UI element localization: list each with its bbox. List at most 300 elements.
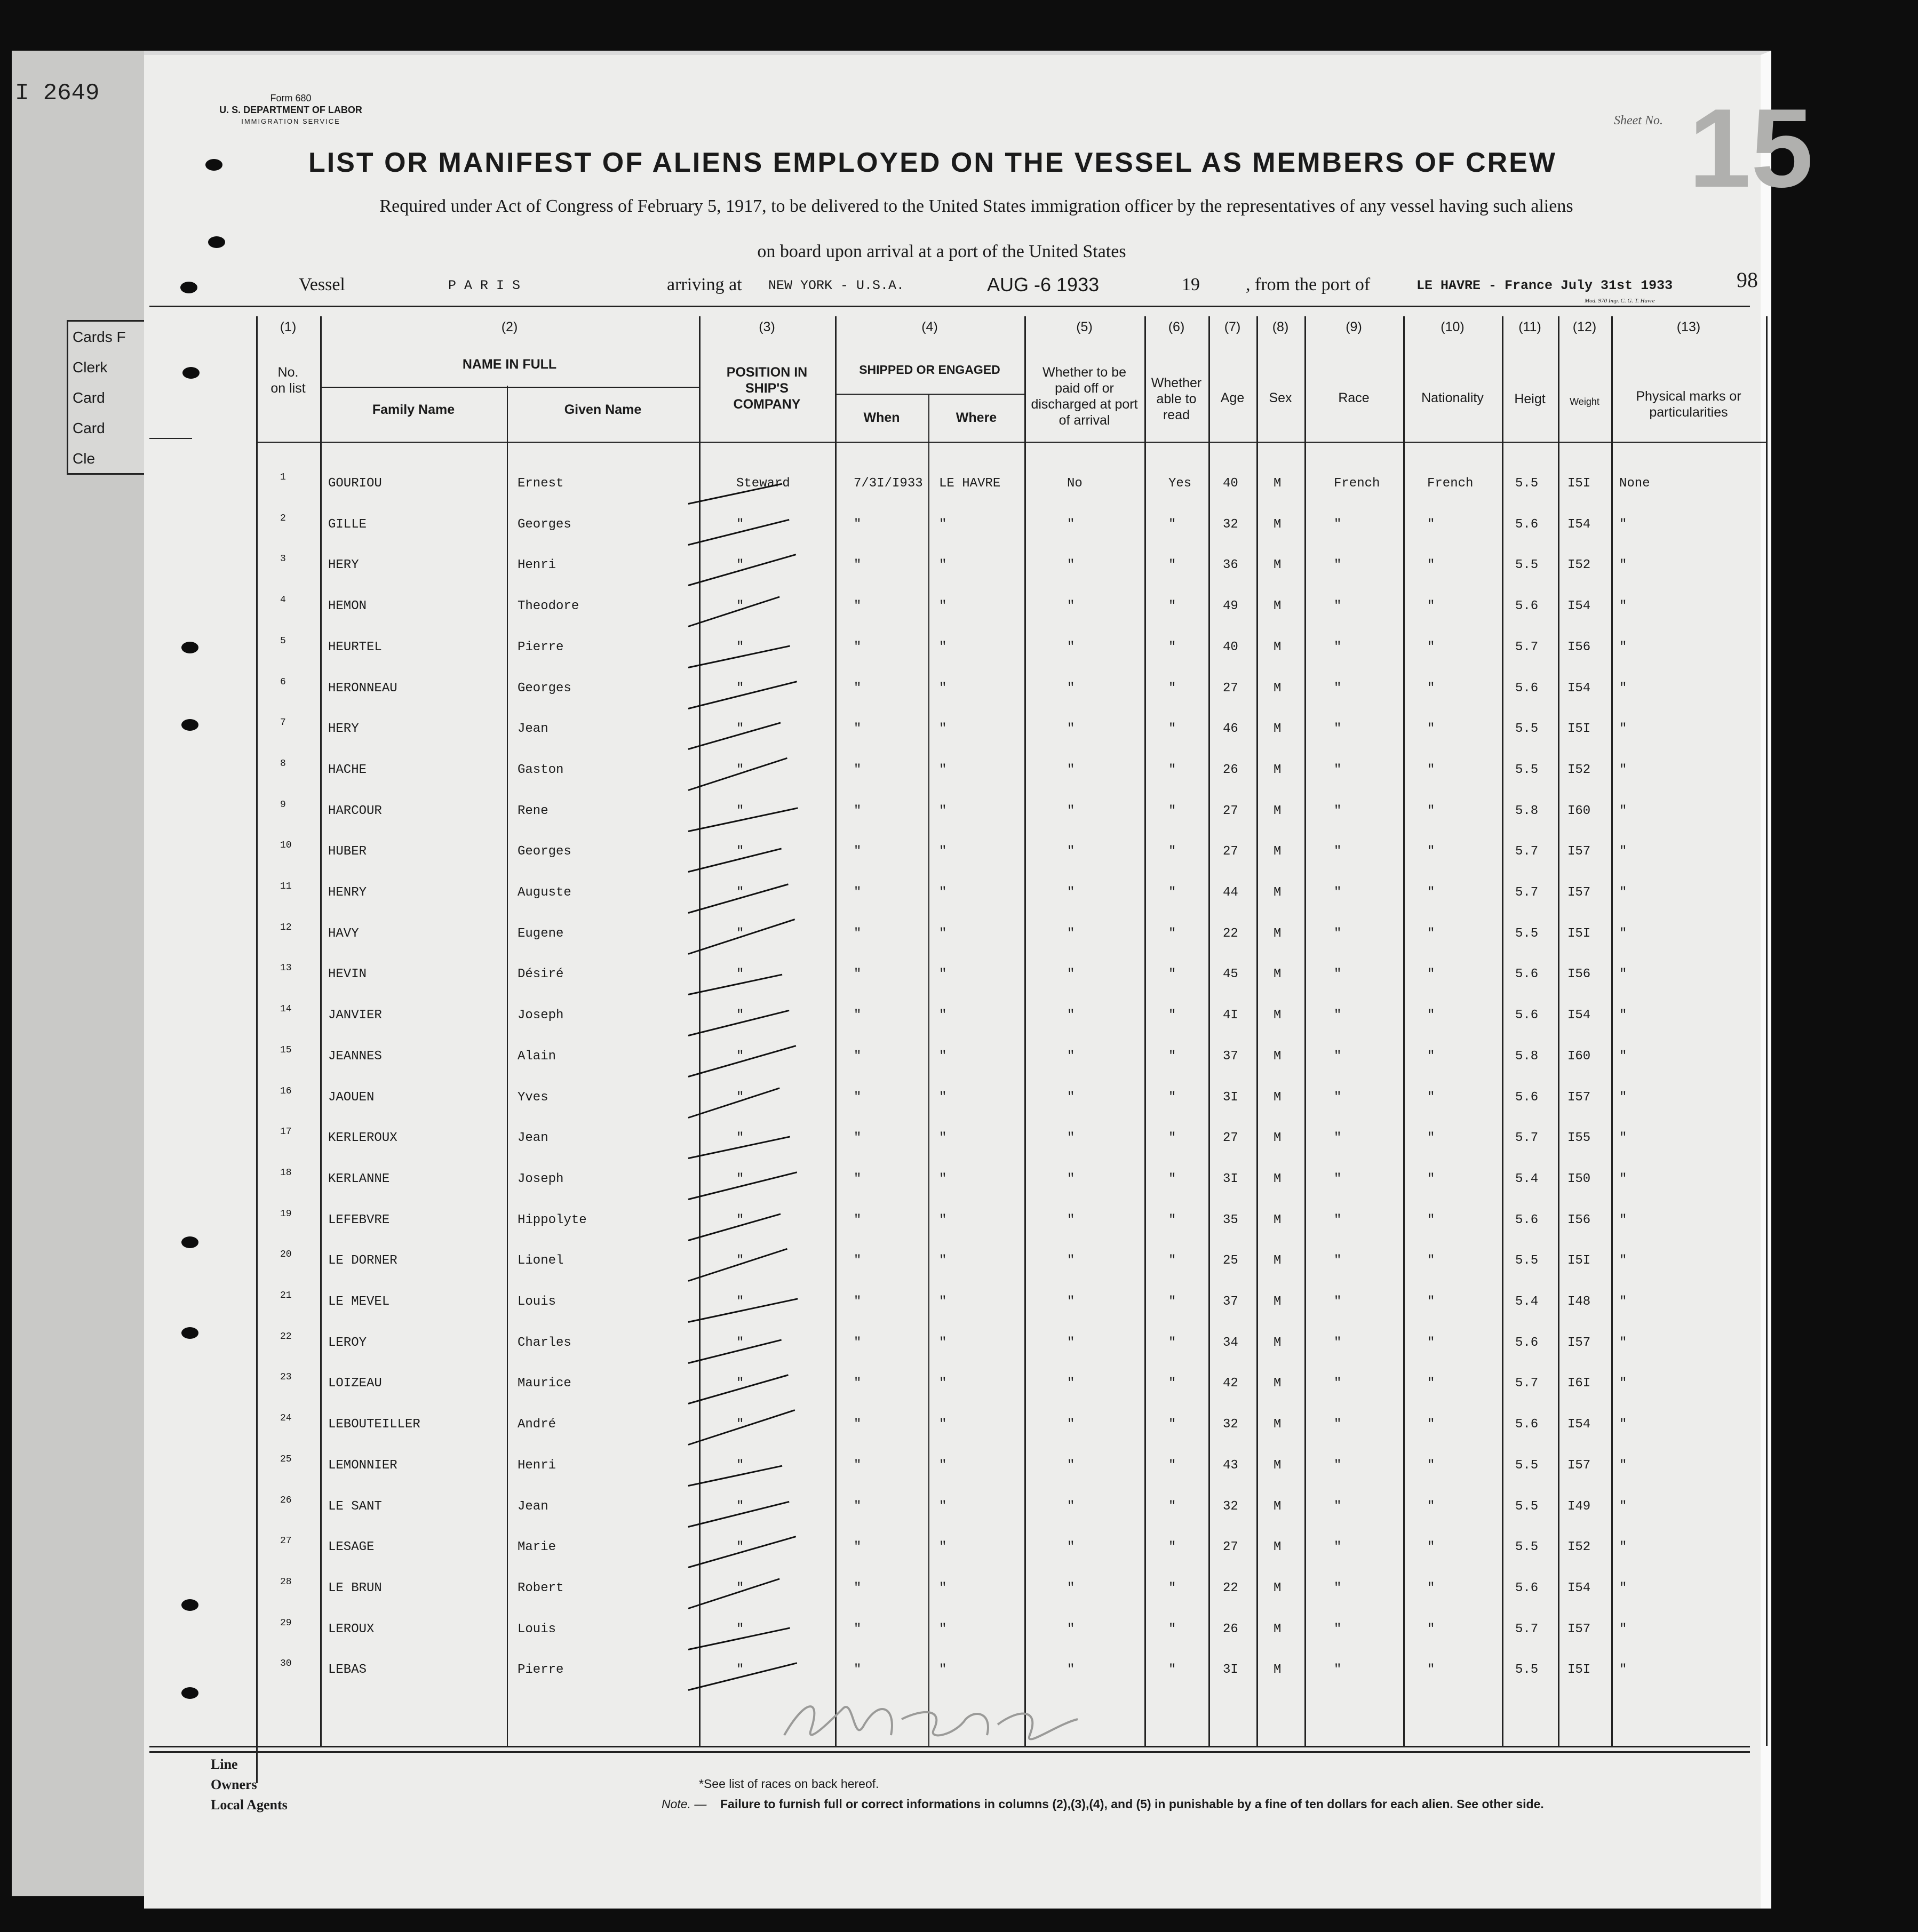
age-cell: 32 [1223, 517, 1238, 532]
family-name-cell: GILLE [328, 517, 367, 532]
shipped-when-cell: " [854, 1295, 862, 1309]
position-cell: " [736, 1540, 744, 1555]
nationality-cell: " [1427, 1212, 1435, 1227]
shipped-when-cell: " [854, 558, 862, 573]
weight-cell: I60 [1567, 1049, 1591, 1064]
position-cell: " [736, 558, 744, 573]
check-stroke [688, 1087, 780, 1118]
able-to-read-cell: " [1168, 1663, 1176, 1678]
weight-cell: I5I [1567, 1663, 1591, 1678]
paid-off-cell: " [1067, 1049, 1075, 1064]
col10-number: (10) [1441, 320, 1465, 334]
shipped-where-cell: " [939, 1458, 947, 1473]
weight-cell: I52 [1567, 762, 1591, 777]
paid-off-cell: " [1067, 1417, 1075, 1432]
sex-cell: M [1274, 558, 1282, 573]
column-rule [1024, 316, 1026, 1746]
sex-cell: M [1274, 640, 1282, 654]
position-cell: " [736, 1171, 744, 1186]
family-name-cell: LEFEBVRE [328, 1212, 390, 1227]
position-cell: " [736, 1090, 744, 1105]
age-cell: 45 [1223, 967, 1238, 982]
physical-marks-cell: " [1619, 885, 1627, 900]
cards-line: Clerk [73, 359, 108, 376]
paid-off-cell: " [1067, 558, 1075, 573]
age-cell: 46 [1223, 722, 1238, 737]
sex-cell: M [1274, 517, 1282, 532]
height-cell: 5.5 [1515, 762, 1539, 777]
column-rule [1766, 316, 1768, 1746]
shipped-where-cell: " [939, 1049, 947, 1064]
row-number-cell: 8 [280, 758, 286, 769]
height-cell: 5.5 [1515, 1254, 1539, 1268]
shipped-when-cell: " [854, 1499, 862, 1514]
weight-cell: I54 [1567, 517, 1591, 532]
height-cell: 5.6 [1515, 1090, 1539, 1105]
age-cell: 27 [1223, 803, 1238, 818]
family-name-cell: LEBOUTEILLER [328, 1417, 420, 1432]
position-cell: " [736, 1008, 744, 1023]
weight-cell: I50 [1567, 1171, 1591, 1186]
height-cell: 5.7 [1515, 1622, 1539, 1636]
shipped-where-cell: " [939, 1254, 947, 1268]
sex-cell: M [1274, 844, 1282, 859]
race-cell: " [1334, 558, 1342, 573]
given-name-cell: Charles [518, 1335, 571, 1350]
height-cell: 5.6 [1515, 1212, 1539, 1227]
paid-off-cell: " [1067, 1171, 1075, 1186]
able-to-read-cell: " [1168, 1499, 1176, 1514]
physical-marks-cell: " [1619, 1417, 1627, 1432]
weight-cell: I5I [1567, 1254, 1591, 1268]
sex-cell: M [1274, 1417, 1282, 1432]
paid-off-cell: " [1067, 762, 1075, 777]
shipped-when-cell: " [854, 599, 862, 614]
shipped-where-cell: " [939, 803, 947, 818]
row-number-cell: 25 [280, 1454, 292, 1465]
shipped-when-cell: " [854, 1254, 862, 1268]
age-cell: 49 [1223, 599, 1238, 614]
punch-hole [181, 1327, 198, 1339]
shipped-where-cell: " [939, 1212, 947, 1227]
shipped-when-cell: " [854, 1417, 862, 1432]
col12-header: Weight [1570, 396, 1599, 407]
physical-marks-cell: " [1619, 967, 1627, 982]
age-cell: 4I [1223, 1008, 1238, 1023]
manifest-title: LIST OR MANIFEST OF ALIENS EMPLOYED ON THE VESSEL AS MEMBERS OF CREW [308, 147, 1557, 178]
sex-cell: M [1274, 885, 1282, 900]
given-name-cell: Robert [518, 1580, 564, 1595]
weight-cell: I49 [1567, 1499, 1591, 1514]
age-cell: 3I [1223, 1171, 1238, 1186]
able-to-read-cell: " [1168, 967, 1176, 982]
shipped-when-cell: " [854, 1622, 862, 1636]
header-subrule [835, 394, 1024, 395]
height-cell: 5.6 [1515, 1417, 1539, 1432]
height-cell: 5.8 [1515, 1049, 1539, 1064]
shipped-when-cell: " [854, 722, 862, 737]
height-cell: 5.5 [1515, 1540, 1539, 1555]
physical-marks-cell: " [1619, 1580, 1627, 1595]
given-name-cell: Jean [518, 1499, 548, 1514]
family-name-cell: LESAGE [328, 1540, 375, 1555]
position-cell: " [736, 681, 744, 696]
paid-off-cell: " [1067, 1008, 1075, 1023]
row-number-cell: 21 [280, 1290, 292, 1301]
row-number-cell: 4 [280, 595, 286, 606]
able-to-read-cell: " [1168, 1008, 1176, 1023]
physical-marks-cell: " [1619, 926, 1627, 941]
punch-hole [182, 367, 200, 379]
weight-cell: I56 [1567, 1212, 1591, 1227]
able-to-read-cell: " [1168, 1335, 1176, 1350]
sex-cell: M [1274, 1335, 1282, 1350]
able-to-read-cell: " [1168, 1376, 1176, 1391]
sex-cell: M [1274, 1049, 1282, 1064]
age-cell: 3I [1223, 1663, 1238, 1678]
position-cell: Steward [736, 476, 790, 491]
col6-number: (6) [1168, 320, 1185, 334]
nationality-cell: " [1427, 762, 1435, 777]
given-name-cell: Maurice [518, 1376, 571, 1391]
physical-marks-cell: " [1619, 558, 1627, 573]
shipped-where-cell: LE HAVRE [939, 476, 1001, 491]
col13-number: (13) [1676, 320, 1701, 334]
column-rule [1611, 316, 1613, 1746]
family-name-cell: LEROY [328, 1335, 367, 1350]
sex-cell: M [1274, 681, 1282, 696]
physical-marks-cell: " [1619, 1622, 1627, 1636]
fine-note: Failure to furnish full or correct informations in columns (2),(3),(4), and (5) in punishable by a fine of ten dollars for each alien. See other side. [720, 1797, 1544, 1811]
shipped-when-cell: " [854, 1171, 862, 1186]
race-cell: " [1334, 1131, 1342, 1146]
column-rule [1558, 316, 1559, 1746]
age-cell: 22 [1223, 926, 1238, 941]
age-cell: 27 [1223, 1131, 1238, 1146]
row-number-cell: 11 [280, 881, 292, 892]
row-number-cell: 9 [280, 799, 286, 810]
paid-off-cell: " [1067, 681, 1075, 696]
column-rule [928, 394, 929, 1746]
form-number: Form 680 [270, 93, 312, 103]
age-cell: 27 [1223, 681, 1238, 696]
able-to-read-cell: " [1168, 1295, 1176, 1309]
family-name-cell: LEBAS [328, 1663, 367, 1678]
physical-marks-cell: " [1619, 844, 1627, 859]
check-stroke [688, 974, 783, 995]
weight-cell: I57 [1567, 1458, 1591, 1473]
position-cell: " [736, 926, 744, 941]
physical-marks-cell: " [1619, 1335, 1627, 1350]
check-stroke [688, 1213, 781, 1241]
row-number-cell: 3 [280, 554, 286, 565]
shipped-when-cell: " [854, 1008, 862, 1023]
age-cell: 36 [1223, 558, 1238, 573]
sex-cell: M [1274, 1212, 1282, 1227]
shipped-when-cell: " [854, 517, 862, 532]
position-cell: " [736, 1663, 744, 1678]
weight-cell: I55 [1567, 1131, 1591, 1146]
race-cell: " [1334, 599, 1342, 614]
physical-marks-cell: " [1619, 1171, 1627, 1186]
weight-cell: I5I [1567, 926, 1591, 941]
weight-cell: I54 [1567, 1580, 1591, 1595]
position-cell: " [736, 1417, 744, 1432]
shipped-where-cell: " [939, 640, 947, 654]
age-cell: 3I [1223, 1090, 1238, 1105]
family-name-cell: HEMON [328, 599, 367, 614]
able-to-read-cell: " [1168, 722, 1176, 737]
nationality-cell: " [1427, 517, 1435, 532]
able-to-read-cell: " [1168, 599, 1176, 614]
header-bottom-rule [256, 442, 1766, 443]
shipped-when-cell: " [854, 1580, 862, 1595]
height-cell: 5.5 [1515, 722, 1539, 737]
shipped-where-cell: " [939, 599, 947, 614]
physical-marks-cell: " [1619, 1458, 1627, 1473]
sex-cell: M [1274, 1131, 1282, 1146]
height-cell: 5.7 [1515, 844, 1539, 859]
family-name-cell: HERY [328, 722, 359, 737]
nationality-cell: " [1427, 1622, 1435, 1636]
age-cell: 25 [1223, 1254, 1238, 1268]
subtitle-line-1: Required under Act of Congress of February 5, 1917, to be delivered to the United States immigration officer by the representatives of any vessel having such aliens [379, 196, 1573, 216]
height-cell: 5.7 [1515, 1376, 1539, 1391]
check-stroke [688, 1578, 780, 1609]
year-label: 19 [1182, 275, 1200, 294]
weight-cell: I60 [1567, 803, 1591, 818]
age-cell: 43 [1223, 1458, 1238, 1473]
table-top-rule [149, 306, 1750, 307]
paid-off-cell: No [1067, 476, 1083, 491]
height-cell: 5.5 [1515, 1499, 1539, 1514]
able-to-read-cell: " [1168, 1540, 1176, 1555]
race-cell: " [1334, 517, 1342, 532]
row-number-cell: 2 [280, 513, 286, 524]
physical-marks-cell: " [1619, 1131, 1627, 1146]
family-name-cell: HEVIN [328, 967, 367, 982]
sex-cell: M [1274, 926, 1282, 941]
physical-marks-cell: " [1619, 722, 1627, 737]
nationality-cell: " [1427, 1663, 1435, 1678]
sex-cell: M [1274, 1540, 1282, 1555]
race-cell: " [1334, 1580, 1342, 1595]
given-name-cell: Alain [518, 1049, 556, 1064]
col2-family-header: Family Name [372, 402, 455, 417]
nationality-cell: " [1427, 885, 1435, 900]
height-cell: 5.4 [1515, 1171, 1539, 1186]
punch-hole [181, 719, 198, 731]
manifest-page [144, 51, 1813, 1909]
height-cell: 5.6 [1515, 1580, 1539, 1595]
sex-cell: M [1274, 1499, 1282, 1514]
col8-number: (8) [1272, 320, 1289, 334]
shipped-where-cell: " [939, 1171, 947, 1186]
shipped-where-cell: " [939, 722, 947, 737]
height-cell: 5.4 [1515, 1295, 1539, 1309]
col12-number: (12) [1572, 320, 1597, 334]
shipped-when-cell: " [854, 803, 862, 818]
cards-line: Card [73, 389, 105, 406]
col2-given-header: Given Name [564, 402, 642, 417]
age-cell: 40 [1223, 476, 1238, 491]
race-cell: " [1334, 762, 1342, 777]
nationality-cell: " [1427, 967, 1435, 982]
shipped-where-cell: " [939, 517, 947, 532]
column-rule [1144, 316, 1146, 1746]
paid-off-cell: " [1067, 1254, 1075, 1268]
physical-marks-cell: " [1619, 1663, 1627, 1678]
row-number-cell: 24 [280, 1413, 292, 1424]
sex-cell: M [1274, 1376, 1282, 1391]
shipped-where-cell: " [939, 558, 947, 573]
col2-header: NAME IN FULL [462, 357, 557, 372]
check-stroke [688, 1339, 782, 1363]
nationality-cell: " [1427, 1090, 1435, 1105]
given-name-cell: Hippolyte [518, 1212, 587, 1227]
sex-cell: M [1274, 599, 1282, 614]
shipped-where-cell: " [939, 1335, 947, 1350]
physical-marks-cell: None [1619, 476, 1650, 491]
physical-marks-cell: " [1619, 762, 1627, 777]
age-cell: 37 [1223, 1295, 1238, 1309]
height-cell: 5.5 [1515, 1663, 1539, 1678]
given-name-cell: Joseph [518, 1171, 564, 1186]
able-to-read-cell: " [1168, 1212, 1176, 1227]
arriving-port: NEW YORK - U.S.A. [768, 278, 905, 293]
shipped-when-cell: " [854, 1540, 862, 1555]
weight-cell: I57 [1567, 885, 1591, 900]
family-name-cell: HACHE [328, 762, 367, 777]
given-name-cell: Marie [518, 1540, 556, 1555]
shipped-where-cell: " [939, 1295, 947, 1309]
position-cell: " [736, 1212, 744, 1227]
shipped-when-cell: " [854, 1663, 862, 1678]
vessel-name: P A R I S [448, 278, 521, 293]
paid-off-cell: " [1067, 1212, 1075, 1227]
column-rule [699, 316, 701, 1746]
row-number-cell: 20 [280, 1249, 292, 1260]
arriving-label: arriving at [667, 275, 742, 294]
owners-label: Owners [211, 1777, 257, 1792]
able-to-read-cell: " [1168, 558, 1176, 573]
row-number-cell: 16 [280, 1085, 292, 1097]
shipped-where-cell: " [939, 967, 947, 982]
local-agents-label: Local Agents [211, 1797, 288, 1813]
race-cell: " [1334, 1335, 1342, 1350]
col3-header: POSITION IN SHIP'S COMPANY [726, 365, 808, 412]
family-name-cell: LE DORNER [328, 1254, 397, 1268]
cards-line: Card [73, 420, 105, 436]
col11-number: (11) [1518, 320, 1541, 334]
race-cell: " [1334, 1499, 1342, 1514]
col4-header: SHIPPED OR ENGAGED [859, 363, 1000, 377]
row-number-cell: 12 [280, 922, 292, 933]
able-to-read-cell: " [1168, 1171, 1176, 1186]
col4-number: (4) [921, 320, 938, 334]
given-name-cell: Rene [518, 803, 548, 818]
row-number-cell: 17 [280, 1127, 292, 1138]
position-cell: " [736, 517, 744, 532]
shipped-when-cell: " [854, 967, 862, 982]
nationality-cell: " [1427, 803, 1435, 818]
shipped-when-cell: " [854, 762, 862, 777]
weight-cell: I52 [1567, 1540, 1591, 1555]
family-name-cell: JANVIER [328, 1008, 382, 1023]
given-name-cell: Louis [518, 1622, 556, 1636]
position-cell: " [736, 762, 744, 777]
column-rule [1256, 316, 1258, 1746]
col7-number: (7) [1224, 320, 1241, 334]
sex-cell: M [1274, 1295, 1282, 1309]
weight-cell: I5I [1567, 722, 1591, 737]
weight-cell: I48 [1567, 1295, 1591, 1309]
check-stroke [688, 848, 782, 873]
able-to-read-cell: " [1168, 1580, 1176, 1595]
service-name: IMMIGRATION SERVICE [241, 117, 340, 125]
column-rule [1304, 316, 1306, 1746]
column-rule [320, 316, 322, 1746]
family-name-cell: LEROUX [328, 1622, 375, 1636]
row-number-cell: 23 [280, 1372, 292, 1383]
physical-marks-cell: " [1619, 1049, 1627, 1064]
shipped-when-cell: " [854, 1090, 862, 1105]
age-cell: 35 [1223, 1212, 1238, 1227]
nationality-cell: " [1427, 599, 1435, 614]
physical-marks-cell: " [1619, 1212, 1627, 1227]
shipped-when-cell: " [854, 640, 862, 654]
shipped-when-cell: " [854, 844, 862, 859]
date-stamp: AUG -6 1933 [987, 274, 1100, 296]
sex-cell: M [1274, 1458, 1282, 1473]
col1-number: (1) [280, 320, 297, 334]
paid-off-cell: " [1067, 885, 1075, 900]
col4-where-header: Where [956, 410, 997, 425]
shipped-where-cell: " [939, 885, 947, 900]
sex-cell: M [1274, 1663, 1282, 1678]
row-number-cell: 26 [280, 1495, 292, 1506]
weight-cell: I56 [1567, 967, 1591, 982]
check-stroke [688, 1409, 795, 1446]
nationality-cell: " [1427, 681, 1435, 696]
shipped-when-cell: " [854, 926, 862, 941]
age-cell: 44 [1223, 885, 1238, 900]
cards-line: Cle [73, 450, 95, 467]
paid-off-cell: " [1067, 1458, 1075, 1473]
race-cell: " [1334, 1663, 1342, 1678]
row-number-cell: 18 [280, 1167, 292, 1178]
race-cell: " [1334, 1008, 1342, 1023]
given-name-cell: Auguste [518, 885, 571, 900]
race-cell: " [1334, 803, 1342, 818]
row-number-cell: 22 [280, 1331, 292, 1342]
weight-cell: I5I [1567, 476, 1591, 491]
row-number-cell: 27 [280, 1536, 292, 1547]
shipped-where-cell: " [939, 926, 947, 941]
family-name-cell: LE MEVEL [328, 1295, 390, 1309]
position-cell: " [736, 1254, 744, 1268]
family-name-cell: LEMONNIER [328, 1458, 397, 1473]
paid-off-cell: " [1067, 1295, 1075, 1309]
nationality-cell: " [1427, 1295, 1435, 1309]
sex-cell: M [1274, 1580, 1282, 1595]
family-name-cell: GOURIOU [328, 476, 382, 491]
race-cell: " [1334, 844, 1342, 859]
vessel-label: Vessel [299, 275, 345, 294]
column-rule [1208, 316, 1210, 1746]
family-name-cell: HERONNEAU [328, 681, 397, 696]
able-to-read-cell: " [1168, 1458, 1176, 1473]
